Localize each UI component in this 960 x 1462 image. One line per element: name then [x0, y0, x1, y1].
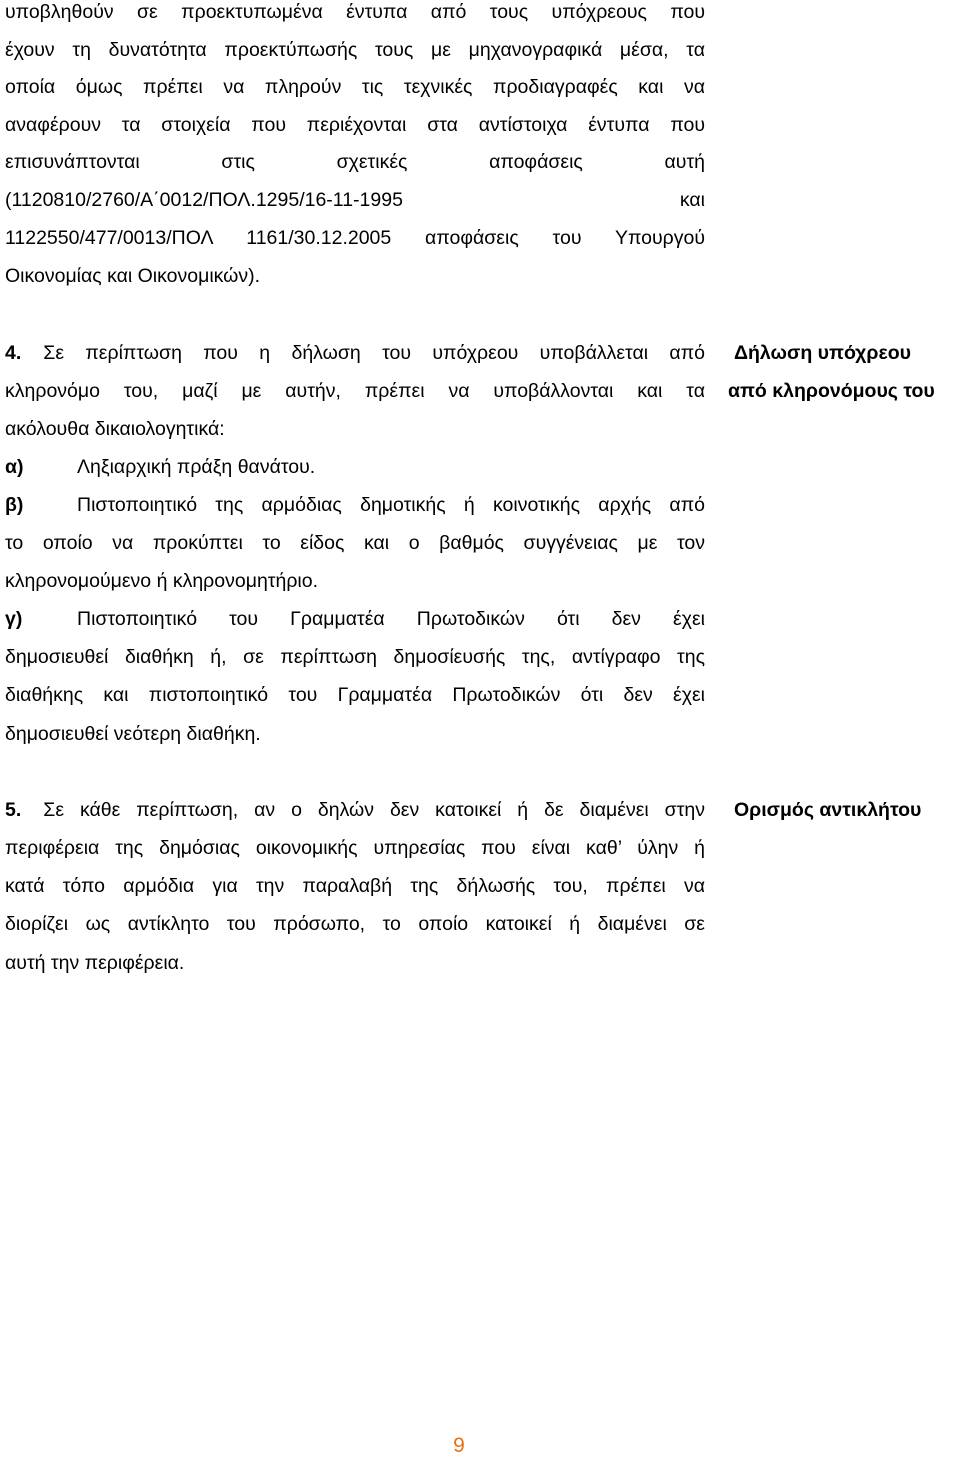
- section-4-first-line: [5, 342, 705, 364]
- section-line: περιφέρεια της δημόσιας οικονομικής υπηρεσίας που είναι καθ’ ύλην ή: [5, 837, 705, 859]
- paragraph-line: έχουν τη δυνατότητα προεκτύπωσής τους με μηχανογραφικά μέσα, τα: [5, 39, 705, 61]
- side-heading: από κληρονόμους του: [728, 380, 935, 402]
- section-line: ακόλουθα δικαιολογητικά:: [5, 418, 225, 440]
- paragraph-line: 1122550/477/0013/ΠΟΛ 1161/30.12.2005 αποφάσεις του Υπουργού: [5, 227, 705, 249]
- item-label: γ): [5, 608, 23, 630]
- section-line: κατά τόπο αρμόδια για την παραλαβή της δήλωσής του, πρέπει να: [5, 875, 705, 897]
- side-heading: Ορισμός αντικλήτου: [734, 799, 922, 821]
- section-line: δημοσιευθεί διαθήκη ή, σε περίπτωση δημοσίευσής της, αντίγραφο της: [5, 646, 705, 668]
- paragraph-line: επισυνάπτονται στις σχετικές αποφάσεις αυτή: [5, 151, 705, 173]
- item-label: β): [5, 494, 24, 516]
- section-line: αυτή την περιφέρεια.: [5, 952, 185, 974]
- section-line: κληρονόμο του, μαζί με αυτήν, πρέπει να υποβάλλονται και τα: [5, 380, 705, 402]
- section-line: το οποίο να προκύπτει το είδος και ο βαθμός συγγένειας με τον: [5, 532, 705, 554]
- item-text: Πιστοποιητικό του Γραμματέα Πρωτοδικών ότι δεν έχει: [77, 608, 705, 630]
- page-number: 9: [453, 1434, 465, 1457]
- paragraph-line: αναφέρουν τα στοιχεία που περιέχονται στα αντίστοιχα έντυπα που: [5, 114, 705, 136]
- paragraph-line: υποβληθούν σε προεκτυπωμένα έντυπα από τους υπόχρεους που: [5, 1, 705, 23]
- section-5-first-line: [5, 799, 705, 821]
- section-line: δημοσιευθεί νεότερη διαθήκη.: [5, 723, 261, 745]
- section-text: Σε κάθε περίπτωση, αν ο δηλών δεν κατοικεί ή δε διαμένει στην: [43, 799, 705, 821]
- list-item-a: [5, 456, 705, 478]
- section-number: 5.: [5, 799, 22, 821]
- section-line: διορίζει ως αντίκλητο του πρόσωπο, το οποίο κατοικεί ή διαμένει σε: [5, 913, 705, 935]
- item-text: Πιστοποιητικό της αρμόδιας δημοτικής ή κοινοτικής αρχής από: [77, 494, 705, 516]
- section-line: κληρονομούμενο ή κληρονομητήριο.: [5, 570, 319, 592]
- item-label: α): [5, 456, 24, 478]
- item-text: Ληξιαρχική πράξη θανάτου.: [77, 456, 316, 478]
- paragraph-line: οποία όμως πρέπει να πληρούν τις τεχνικές προδιαγραφές και να: [5, 76, 705, 98]
- section-line: διαθήκης και πιστοποιητικό του Γραμματέα Πρωτοδικών ότι δεν έχει: [5, 684, 705, 706]
- section-text: Σε περίπτωση που η δήλωση του υπόχρεου υποβάλλεται από: [43, 342, 705, 364]
- paragraph-line: (1120810/2760/Α΄0012/ΠΟΛ.1295/16-11-1995 και: [5, 189, 705, 211]
- paragraph-line: Οικονομίας και Οικονομικών).: [5, 265, 261, 287]
- side-heading: Δήλωση υπόχρεου: [734, 342, 911, 364]
- list-item-c: [5, 608, 705, 630]
- section-number: 4.: [5, 342, 22, 364]
- list-item-b: [5, 494, 705, 516]
